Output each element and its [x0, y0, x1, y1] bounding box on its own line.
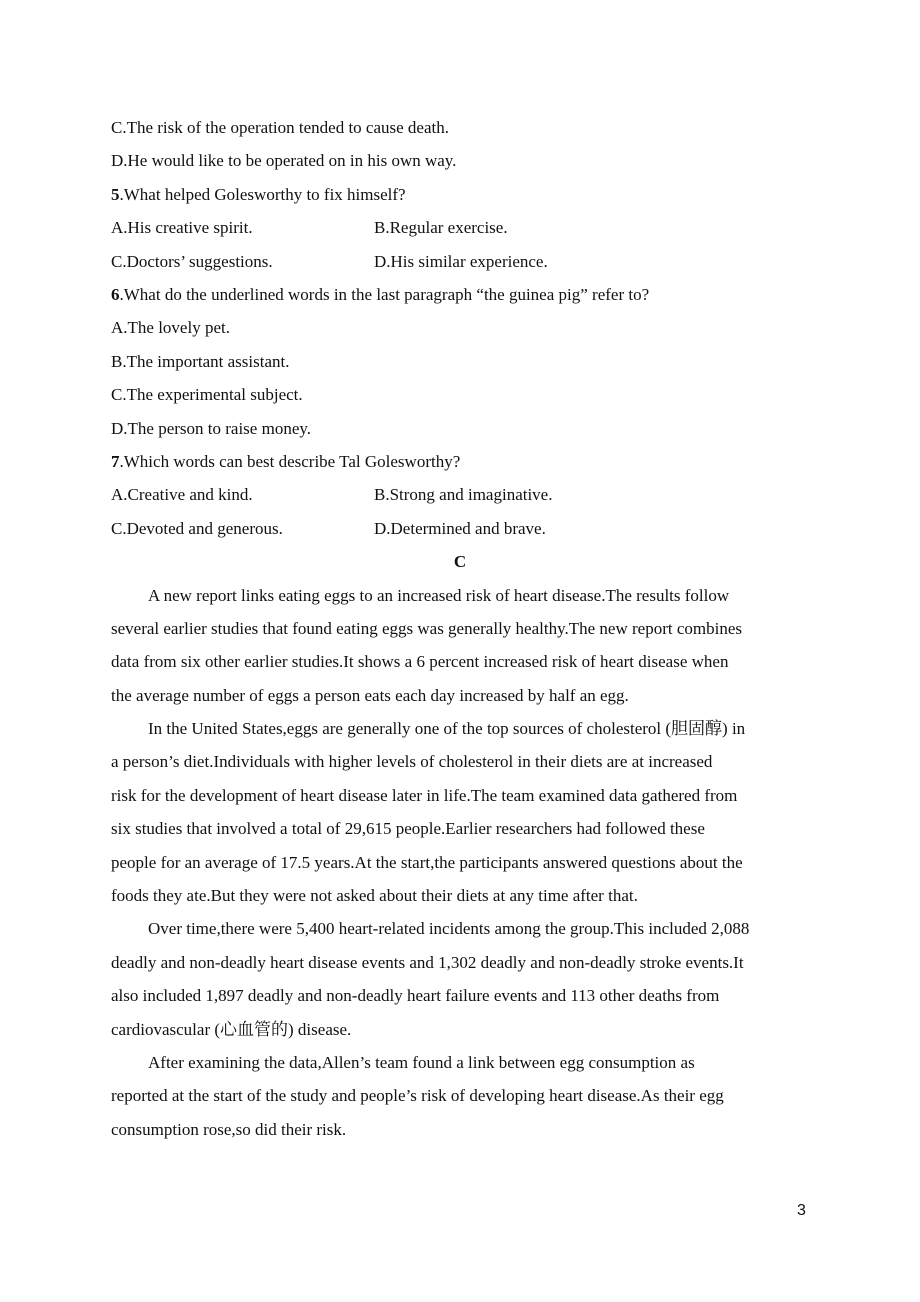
question-text: .Which words can best describe Tal Golesworthy?: [119, 452, 461, 471]
option-c-prev: C.The risk of the operation tended to cause death.: [111, 118, 449, 137]
question-number: 7: [111, 452, 120, 471]
paragraph-4-line: consumption rose,so did their risk.: [111, 1120, 347, 1139]
paragraph-3-line: also included 1,897 deadly and non-deadly heart failure events and 113 other deaths from: [111, 986, 720, 1005]
question-text: .What helped Golesworthy to fix himself?: [119, 185, 406, 204]
option-d: D.Determined and brave.: [374, 519, 546, 538]
option-b: B.Regular exercise.: [374, 218, 508, 237]
option-c: C.The experimental subject.: [111, 385, 303, 404]
section-heading: C: [453, 552, 467, 571]
paragraph-3-line: cardiovascular (心血管的) disease.: [111, 1020, 352, 1039]
option-d-prev: D.He would like to be operated on in his own way.: [111, 151, 457, 170]
paragraph-2-line: risk for the development of heart disease later in life.The team examined data gathered from: [111, 786, 738, 805]
question-6: [111, 285, 649, 305]
paragraph-3-line: deadly and non-deadly heart disease events and 1,302 deadly and non-deadly stroke events.It: [111, 953, 744, 972]
paragraph-4-line: reported at the start of the study and people’s risk of developing heart disease.As their egg: [111, 1086, 724, 1105]
paragraph-2-line: a person’s diet.Individuals with higher levels of cholesterol in their diets are at increased: [111, 752, 713, 771]
option-a: A.The lovely pet.: [111, 318, 230, 337]
question-number: 6: [111, 285, 120, 304]
paragraph-2-line: In the United States,eggs are generally one of the top sources of cholesterol (胆固醇) in: [148, 719, 746, 738]
paragraph-2-line: foods they ate.But they were not asked about their diets at any time after that.: [111, 886, 638, 905]
option-b: B.Strong and imaginative.: [374, 485, 553, 504]
paragraph-1-line: A new report links eating eggs to an increased risk of heart disease.The results follow: [148, 586, 730, 605]
option-a: A.Creative and kind.: [111, 485, 253, 504]
paragraph-1-line: data from six other earlier studies.It shows a 6 percent increased risk of heart disease when: [111, 652, 729, 671]
option-d: D.His similar experience.: [374, 252, 548, 271]
option-b: B.The important assistant.: [111, 352, 290, 371]
question-text: .What do the underlined words in the last paragraph “the guinea pig” refer to?: [119, 285, 650, 304]
question-number: 5: [111, 185, 120, 204]
question-5: [111, 185, 406, 205]
option-c: C.Doctors’ suggestions.: [111, 252, 273, 271]
paragraph-1-line: the average number of eggs a person eats each day increased by half an egg.: [111, 686, 629, 705]
option-c: C.Devoted and generous.: [111, 519, 283, 538]
paragraph-2-line: people for an average of 17.5 years.At the start,the participants answered questions about the: [111, 853, 743, 872]
option-a: A.His creative spirit.: [111, 218, 253, 237]
question-7: [111, 452, 460, 472]
paragraph-3-line: Over time,there were 5,400 heart-related incidents among the group.This included 2,088: [148, 919, 750, 938]
paragraph-1-line: several earlier studies that found eating eggs was generally healthy.The new report combines: [111, 619, 742, 638]
paragraph-2-line: six studies that involved a total of 29,615 people.Earlier researchers had followed these: [111, 819, 705, 838]
option-d: D.The person to raise money.: [111, 419, 312, 438]
page-number: 3: [797, 1202, 806, 1219]
paragraph-4-line: After examining the data,Allen’s team found a link between egg consumption as: [148, 1053, 695, 1072]
